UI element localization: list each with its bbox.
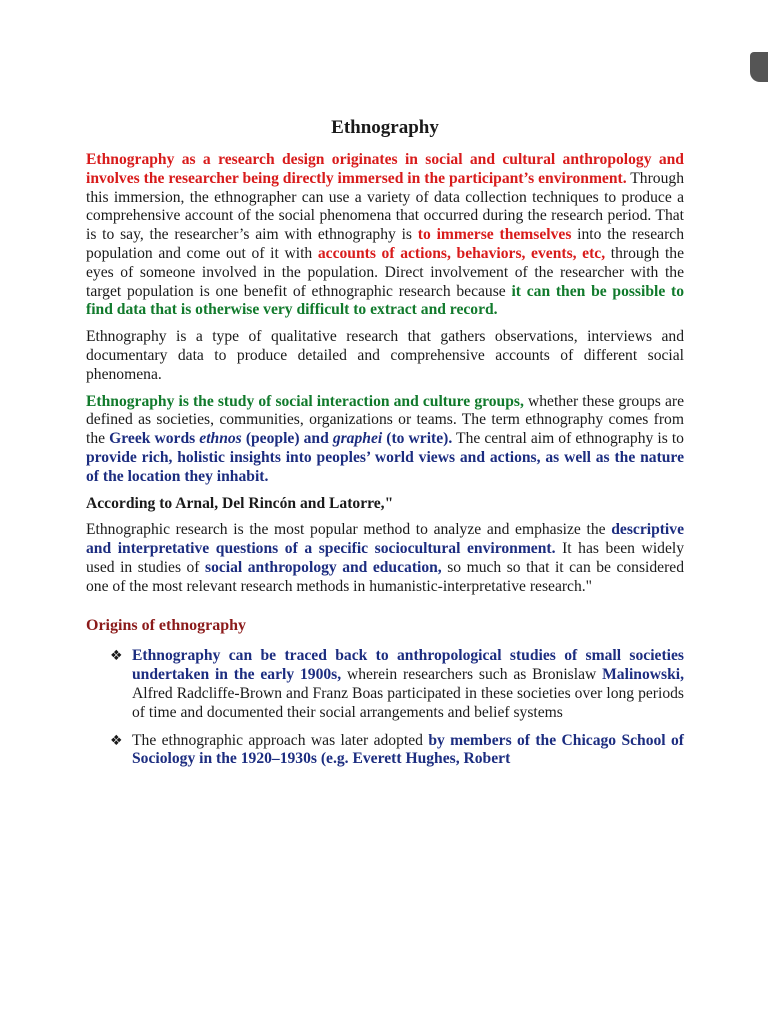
diamond-bullet-icon: ❖	[110, 732, 123, 749]
body-text: so much so that it can be considered one of the most relevant research methods in humanistic-interpretative research."	[86, 558, 684, 595]
body-text: It has been widely used in studies of	[86, 540, 684, 576]
highlight-red: Ethnography as a research design originates in social and cultural anthropology and involves the researcher being directly immersed in the participant’s environment.	[86, 151, 684, 187]
paragraph-citation: According to Arnal, Del Rincón and Latorre,"	[86, 494, 394, 512]
body-text: Alfred Radcliffe-Brown and Franz Boas participated in these societies over long periods of time and documented their social arrangements and belief systems	[132, 684, 684, 721]
highlight-navy: provide rich, holistic insights into peoples’ world views and actions, as well as the nature of the location they inhabit.	[86, 448, 684, 485]
document-page	[86, 116, 684, 778]
body-text: The ethnographic approach was later adopted	[132, 731, 429, 749]
bullet-list	[86, 647, 684, 769]
list-item	[110, 647, 684, 722]
highlight-green: it can then be possible to find data that is otherwise very difficult to extract and record.	[86, 282, 684, 319]
document-title: Ethnography	[331, 117, 439, 138]
list-item	[110, 731, 684, 770]
paragraph-intro	[86, 151, 684, 320]
section-heading: Origins of ethnography	[86, 616, 247, 634]
highlight-green: Ethnography is the study of social interaction and culture groups,	[86, 392, 524, 410]
body-text: wherein researchers such as Bronislaw	[341, 666, 603, 684]
body-text: whether these groups are defined as societies, communities, organizations or teams. The term ethnography comes from the	[86, 392, 684, 448]
highlight-navy: social anthropology and education,	[205, 558, 442, 576]
paragraph-quote	[86, 521, 684, 596]
paragraph-study	[86, 393, 684, 487]
highlight-navy: Ethnography can be traced back to anthropological studies of small societies undertaken in the early 1900s,	[132, 647, 684, 684]
highlight-navy: descriptive and interpretative questions of a specific sociocultural environment.	[86, 521, 684, 558]
body-text: through the eyes of someone involved in the population. Direct involvement of the researcher with the target population is one benefit of ethnographic research because	[86, 244, 684, 300]
body-text: Through this immersion, the ethnographer can use a variety of data collection techniques to produce a comprehensive account of the social phenomena that occurred during the research period. That is to say, the researcher’s aim with ethnography is	[86, 169, 684, 244]
highlight-red: to immerse themselves	[417, 226, 572, 244]
highlight-navy: Greek words	[109, 430, 200, 448]
highlight-navy: Malinowski,	[602, 666, 684, 684]
highlight-navy: by members of the Chicago School of Sociology in the 1920–1930s (e.g. Everett Hughes, Robert	[132, 731, 684, 768]
highlight-navy: (people) and	[241, 430, 333, 448]
body-text: The central aim of ethnography is to	[452, 430, 684, 448]
page-corner-tab[interactable]	[750, 52, 768, 82]
greek-word-graphei: graphei	[332, 430, 383, 448]
highlight-navy: (to write).	[382, 430, 453, 448]
diamond-bullet-icon: ❖	[110, 648, 123, 665]
paragraph-definition: Ethnography is a type of qualitative research that gathers observations, interviews and documentary data to produce detailed and comprehensive accounts of different social phenomena.	[86, 328, 684, 383]
highlight-red: accounts of actions, behaviors, events, etc,	[317, 244, 606, 262]
greek-word-ethnos: ethnos	[199, 430, 242, 448]
body-text: into the research population and come out of it with	[86, 226, 684, 262]
body-text: Ethnographic research is the most popular method to analyze and emphasize the	[86, 521, 612, 539]
